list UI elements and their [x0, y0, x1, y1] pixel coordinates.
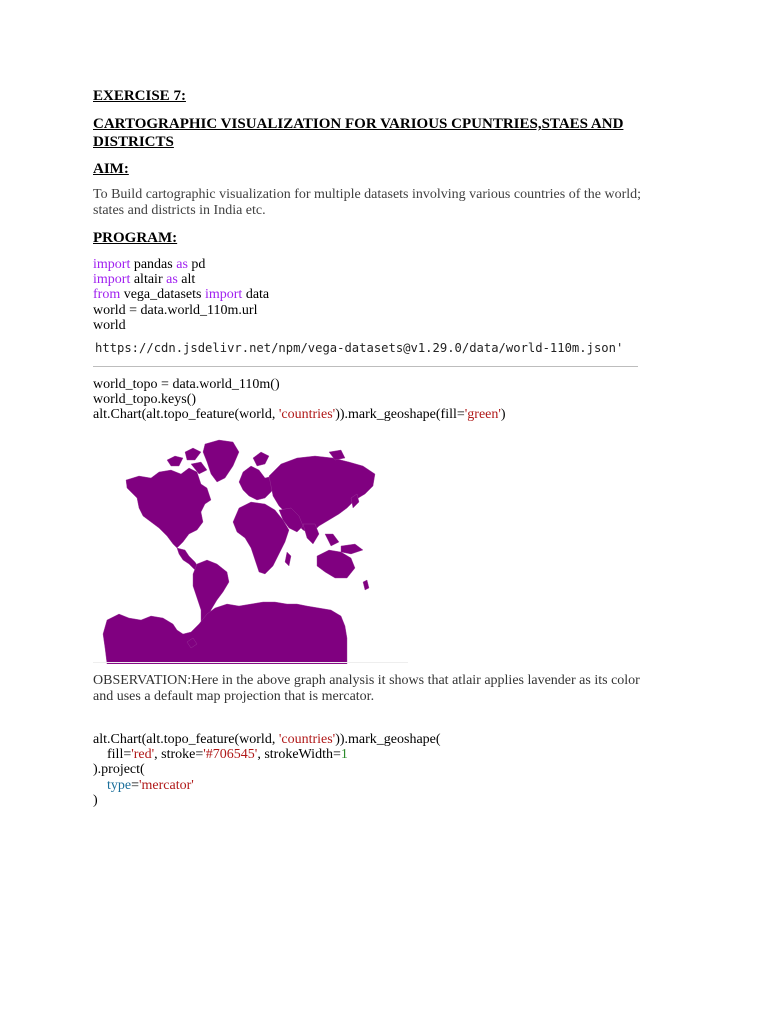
aim-text: To Build cartographic visualization for multiple datasets involving various countries of the world; states and districts in India etc.: [93, 187, 642, 218]
main-title: CARTOGRAPHIC VISUALIZATION FOR VARIOUS CPUNTRIES,STAES AND DISTRICTS: [93, 116, 624, 150]
code-keyword: from: [93, 287, 121, 303]
code-text: =: [131, 777, 140, 793]
code-text: fill=: [93, 747, 132, 763]
world-map-output: [93, 438, 408, 664]
code-text: )).mark_geoshape(fill=: [335, 407, 465, 423]
code-text: vega_datasets: [120, 287, 205, 303]
code-number: 1: [340, 747, 348, 763]
code-parameter: type: [107, 777, 132, 793]
code-text: alt.Chart(alt.topo_feature(world,: [93, 407, 279, 423]
code-block-projection: [93, 732, 441, 808]
code-line: ): [93, 792, 98, 808]
code-text: , strokeWidth=: [257, 747, 341, 763]
aim-heading: AIM:: [93, 161, 129, 177]
code-text: altair: [130, 272, 167, 288]
code-line: world_topo.keys(): [93, 392, 197, 408]
code-block-chart: [93, 377, 506, 423]
code-keyword: import: [204, 287, 243, 303]
program-heading: PROGRAM:: [93, 230, 178, 246]
code-text: )).mark_geoshape(: [335, 732, 441, 747]
code-block-imports: [93, 257, 269, 333]
code-string: 'mercator': [139, 777, 194, 793]
code-string: 'countries': [278, 732, 336, 747]
code-line: world_topo = data.world_110m(): [93, 377, 280, 392]
exercise-title: EXERCISE 7:: [93, 88, 186, 104]
code-string: 'red': [131, 747, 155, 763]
code-string: 'green': [464, 407, 501, 423]
code-text: ): [500, 407, 506, 423]
code-string: 'countries': [278, 407, 336, 423]
code-text: , stroke=: [154, 747, 204, 763]
code-string: '#706545': [203, 747, 258, 763]
code-text: pd: [187, 257, 206, 272]
url-output: https://cdn.jsdelivr.net/npm/vega-datasets@v1.29.0/data/world-110m.json': [95, 341, 624, 355]
code-keyword: as: [166, 272, 178, 288]
code-text: data: [242, 287, 270, 303]
code-line: ).project(: [93, 762, 145, 778]
world-map-icon: [93, 438, 408, 664]
code-keyword: import: [93, 257, 131, 272]
code-text: alt: [177, 272, 196, 288]
code-keyword: as: [176, 257, 188, 272]
code-line: world = data.world_110m.url: [93, 302, 258, 318]
output-divider: [93, 366, 638, 367]
map-divider: [93, 662, 408, 663]
observation-text: OBSERVATION:Here in the above graph analysis it shows that atlair applies lavender as its color and uses a default map projection that is mercator.: [93, 673, 640, 704]
code-text: alt.Chart(alt.topo_feature(world,: [93, 732, 279, 747]
code-line: world: [93, 317, 126, 333]
code-text: pandas: [130, 257, 177, 272]
code-keyword: import: [93, 272, 131, 288]
